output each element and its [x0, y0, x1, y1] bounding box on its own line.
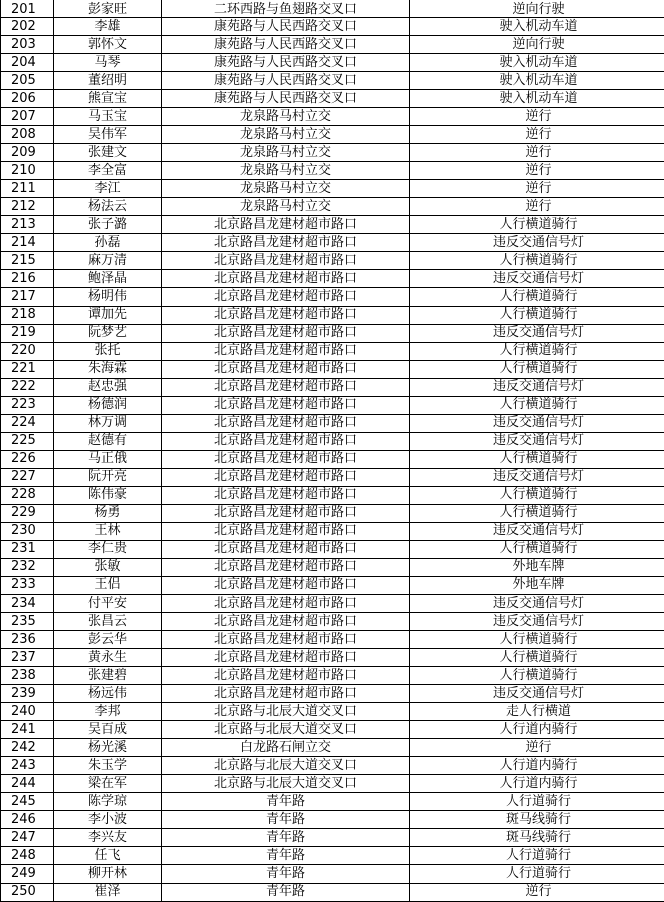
location-cell: 北京路昌龙建材超市路口 [162, 414, 410, 432]
table-row [1, 126, 664, 144]
table-row [1, 54, 664, 72]
person-name-cell: 鲍泽晶 [54, 270, 162, 288]
location-cell: 北京路昌龙建材超市路口 [162, 667, 410, 685]
row-number-cell: 246 [1, 811, 54, 829]
table-row [1, 865, 664, 883]
row-number-cell: 244 [1, 775, 54, 793]
location-cell: 北京路昌龙建材超市路口 [162, 540, 410, 558]
violation-cell: 人行横道骑行 [410, 360, 664, 378]
person-name-cell: 阮梦艺 [54, 324, 162, 342]
location-cell: 龙泉路马村立交 [162, 162, 410, 180]
person-name-cell: 孙磊 [54, 234, 162, 252]
row-number-cell: 243 [1, 757, 54, 775]
violation-cell: 违反交通信号灯 [410, 414, 664, 432]
person-name-cell: 麻万清 [54, 252, 162, 270]
row-number-cell: 229 [1, 504, 54, 522]
person-name-cell: 王林 [54, 522, 162, 540]
table-row [1, 288, 664, 306]
table-row [1, 793, 664, 811]
location-cell: 康苑路与人民西路交叉口 [162, 72, 410, 90]
table-row [1, 90, 664, 108]
row-number-cell: 236 [1, 631, 54, 649]
violation-cell: 人行道骑行 [410, 865, 664, 883]
location-cell: 北京路昌龙建材超市路口 [162, 432, 410, 450]
location-cell: 北京路昌龙建材超市路口 [162, 631, 410, 649]
row-number-cell: 242 [1, 739, 54, 757]
location-cell: 北京路昌龙建材超市路口 [162, 558, 410, 576]
table-row [1, 486, 664, 504]
row-number-cell: 212 [1, 198, 54, 216]
violation-cell: 人行横道骑行 [410, 396, 664, 414]
row-number-cell: 214 [1, 234, 54, 252]
row-number-cell: 247 [1, 829, 54, 847]
person-name-cell: 杨光溪 [54, 739, 162, 757]
table-row [1, 216, 664, 234]
location-cell: 北京路昌龙建材超市路口 [162, 613, 410, 631]
person-name-cell: 崔泽 [54, 883, 162, 902]
violation-cell: 走人行横道 [410, 703, 664, 721]
violation-cell: 驶入机动车道 [410, 54, 664, 72]
row-number-cell: 216 [1, 270, 54, 288]
violation-cell: 逆向行驶 [410, 36, 664, 54]
row-number-cell: 208 [1, 126, 54, 144]
violation-cell: 人行横道骑行 [410, 450, 664, 468]
violation-cell: 人行道内骑行 [410, 721, 664, 739]
person-name-cell: 赵忠强 [54, 378, 162, 396]
person-name-cell: 林万调 [54, 414, 162, 432]
row-number-cell: 215 [1, 252, 54, 270]
row-number-cell: 206 [1, 90, 54, 108]
violation-cell: 人行横道骑行 [410, 504, 664, 522]
table-row [1, 234, 664, 252]
row-number-cell: 210 [1, 162, 54, 180]
location-cell: 龙泉路马村立交 [162, 144, 410, 162]
violation-cell: 违反交通信号灯 [410, 432, 664, 450]
table-row [1, 306, 664, 324]
violation-cell: 斑马线骑行 [410, 829, 664, 847]
row-number-cell: 237 [1, 649, 54, 667]
table-row [1, 685, 664, 703]
table-row [1, 72, 664, 90]
person-name-cell: 熊宣宝 [54, 90, 162, 108]
violation-cell: 逆行 [410, 198, 664, 216]
table-row [1, 252, 664, 270]
table-row [1, 270, 664, 288]
table-row [1, 414, 664, 432]
person-name-cell: 李仁贵 [54, 540, 162, 558]
table-row [1, 703, 664, 721]
row-number-cell: 227 [1, 468, 54, 486]
location-cell: 北京路昌龙建材超市路口 [162, 252, 410, 270]
location-cell: 二环西路与鱼翅路交叉口 [162, 0, 410, 18]
row-number-cell: 211 [1, 180, 54, 198]
location-cell: 青年路 [162, 883, 410, 902]
person-name-cell: 李江 [54, 180, 162, 198]
location-cell: 北京路与北辰大道交叉口 [162, 775, 410, 793]
location-cell: 北京路昌龙建材超市路口 [162, 468, 410, 486]
location-cell: 北京路昌龙建材超市路口 [162, 360, 410, 378]
violation-cell: 人行道骑行 [410, 793, 664, 811]
table-row [1, 468, 664, 486]
violation-cell: 违反交通信号灯 [410, 270, 664, 288]
violation-cell: 人行横道骑行 [410, 486, 664, 504]
location-cell: 北京路昌龙建材超市路口 [162, 450, 410, 468]
table-row [1, 649, 664, 667]
location-cell: 北京路昌龙建材超市路口 [162, 234, 410, 252]
person-name-cell: 王侣 [54, 576, 162, 594]
row-number-cell: 228 [1, 486, 54, 504]
person-name-cell: 马琴 [54, 54, 162, 72]
violation-cell: 逆行 [410, 126, 664, 144]
location-cell: 北京路与北辰大道交叉口 [162, 757, 410, 775]
table-row [1, 378, 664, 396]
table-row [1, 108, 664, 126]
violation-cell: 斑马线骑行 [410, 811, 664, 829]
violation-cell: 人行横道骑行 [410, 649, 664, 667]
violation-cell: 违反交通信号灯 [410, 234, 664, 252]
person-name-cell: 付平安 [54, 595, 162, 613]
row-number-cell: 219 [1, 324, 54, 342]
person-name-cell: 张托 [54, 342, 162, 360]
table-row [1, 883, 664, 902]
person-name-cell: 郭怀文 [54, 36, 162, 54]
row-number-cell: 234 [1, 595, 54, 613]
violation-cell: 违反交通信号灯 [410, 613, 664, 631]
table-row [1, 324, 664, 342]
location-cell: 北京路昌龙建材超市路口 [162, 522, 410, 540]
location-cell: 北京路昌龙建材超市路口 [162, 504, 410, 522]
row-number-cell: 245 [1, 793, 54, 811]
violation-cell: 逆行 [410, 180, 664, 198]
person-name-cell: 柳开林 [54, 865, 162, 883]
violation-cell: 外地车牌 [410, 576, 664, 594]
table-row [1, 558, 664, 576]
person-name-cell: 黄永生 [54, 649, 162, 667]
location-cell: 北京路昌龙建材超市路口 [162, 486, 410, 504]
location-cell: 青年路 [162, 811, 410, 829]
table-row [1, 342, 664, 360]
row-number-cell: 240 [1, 703, 54, 721]
violation-cell: 逆行 [410, 883, 664, 902]
person-name-cell: 杨明伟 [54, 288, 162, 306]
person-name-cell: 彭家旺 [54, 0, 162, 18]
person-name-cell: 李雄 [54, 18, 162, 36]
row-number-cell: 225 [1, 432, 54, 450]
violation-cell: 驶入机动车道 [410, 72, 664, 90]
table-row [1, 775, 664, 793]
row-number-cell: 217 [1, 288, 54, 306]
person-name-cell: 杨德润 [54, 396, 162, 414]
table-row [1, 18, 664, 36]
person-name-cell: 谭加先 [54, 306, 162, 324]
row-number-cell: 249 [1, 865, 54, 883]
location-cell: 北京路昌龙建材超市路口 [162, 216, 410, 234]
person-name-cell: 杨勇 [54, 504, 162, 522]
location-cell: 康苑路与人民西路交叉口 [162, 54, 410, 72]
violation-cell: 违反交通信号灯 [410, 468, 664, 486]
person-name-cell: 任飞 [54, 847, 162, 865]
row-number-cell: 235 [1, 613, 54, 631]
person-name-cell: 杨远伟 [54, 685, 162, 703]
table-row [1, 450, 664, 468]
person-name-cell: 阮开亮 [54, 468, 162, 486]
violation-cell: 人行横道骑行 [410, 216, 664, 234]
row-number-cell: 230 [1, 522, 54, 540]
table-row [1, 757, 664, 775]
row-number-cell: 250 [1, 883, 54, 902]
person-name-cell: 张建文 [54, 144, 162, 162]
person-name-cell: 梁在军 [54, 775, 162, 793]
location-cell: 青年路 [162, 829, 410, 847]
location-cell: 龙泉路马村立交 [162, 198, 410, 216]
table-row [1, 829, 664, 847]
person-name-cell: 吴百成 [54, 721, 162, 739]
violation-cell: 外地车牌 [410, 558, 664, 576]
row-number-cell: 223 [1, 396, 54, 414]
row-number-cell: 201 [1, 0, 54, 18]
location-cell: 北京路昌龙建材超市路口 [162, 576, 410, 594]
row-number-cell: 233 [1, 576, 54, 594]
row-number-cell: 209 [1, 144, 54, 162]
table-row [1, 0, 664, 18]
location-cell: 龙泉路马村立交 [162, 108, 410, 126]
violation-cell: 人行道内骑行 [410, 775, 664, 793]
violation-cell: 人行横道骑行 [410, 342, 664, 360]
row-number-cell: 224 [1, 414, 54, 432]
row-number-cell: 232 [1, 558, 54, 576]
location-cell: 北京路昌龙建材超市路口 [162, 649, 410, 667]
person-name-cell: 陈伟豪 [54, 486, 162, 504]
person-name-cell: 李兴友 [54, 829, 162, 847]
location-cell: 北京路昌龙建材超市路口 [162, 378, 410, 396]
location-cell: 北京路昌龙建材超市路口 [162, 342, 410, 360]
row-number-cell: 231 [1, 540, 54, 558]
location-cell: 白龙路石闸立交 [162, 739, 410, 757]
violation-cell: 人行道内骑行 [410, 757, 664, 775]
person-name-cell: 朱海霖 [54, 360, 162, 378]
location-cell: 北京路与北辰大道交叉口 [162, 703, 410, 721]
table-row [1, 162, 664, 180]
location-cell: 北京路与北辰大道交叉口 [162, 721, 410, 739]
violation-cell: 违反交通信号灯 [410, 522, 664, 540]
row-number-cell: 220 [1, 342, 54, 360]
location-cell: 青年路 [162, 793, 410, 811]
location-cell: 康苑路与人民西路交叉口 [162, 18, 410, 36]
table-row [1, 432, 664, 450]
violation-cell: 违反交通信号灯 [410, 595, 664, 613]
violation-cell: 违反交通信号灯 [410, 378, 664, 396]
violation-table-body [1, 0, 664, 902]
violation-cell: 逆行 [410, 144, 664, 162]
row-number-cell: 204 [1, 54, 54, 72]
table-row [1, 36, 664, 54]
table-row [1, 144, 664, 162]
location-cell: 康苑路与人民西路交叉口 [162, 90, 410, 108]
table-row [1, 198, 664, 216]
violation-cell: 逆行 [410, 108, 664, 126]
person-name-cell: 张敏 [54, 558, 162, 576]
row-number-cell: 239 [1, 685, 54, 703]
row-number-cell: 207 [1, 108, 54, 126]
violation-cell: 违反交通信号灯 [410, 685, 664, 703]
row-number-cell: 218 [1, 306, 54, 324]
table-row [1, 739, 664, 757]
row-number-cell: 213 [1, 216, 54, 234]
violation-cell: 人行横道骑行 [410, 667, 664, 685]
person-name-cell: 李邦 [54, 703, 162, 721]
location-cell: 北京路昌龙建材超市路口 [162, 685, 410, 703]
table-row [1, 667, 664, 685]
table-row [1, 540, 664, 558]
person-name-cell: 陈学琼 [54, 793, 162, 811]
person-name-cell: 杨法云 [54, 198, 162, 216]
location-cell: 北京路昌龙建材超市路口 [162, 270, 410, 288]
table-row [1, 576, 664, 594]
table-row [1, 504, 664, 522]
row-number-cell: 205 [1, 72, 54, 90]
violation-cell: 人行横道骑行 [410, 306, 664, 324]
violation-cell: 驶入机动车道 [410, 90, 664, 108]
table-row [1, 721, 664, 739]
person-name-cell: 李全富 [54, 162, 162, 180]
person-name-cell: 张建碧 [54, 667, 162, 685]
row-number-cell: 238 [1, 667, 54, 685]
person-name-cell: 李小波 [54, 811, 162, 829]
table-row [1, 631, 664, 649]
person-name-cell: 张昌云 [54, 613, 162, 631]
person-name-cell: 朱玉学 [54, 757, 162, 775]
location-cell: 青年路 [162, 865, 410, 883]
violation-cell: 人行横道骑行 [410, 288, 664, 306]
table-row [1, 522, 664, 540]
person-name-cell: 张子潞 [54, 216, 162, 234]
violation-cell: 人行横道骑行 [410, 631, 664, 649]
location-cell: 北京路昌龙建材超市路口 [162, 288, 410, 306]
violation-cell: 人行道骑行 [410, 847, 664, 865]
violation-cell: 逆行 [410, 162, 664, 180]
table-row [1, 360, 664, 378]
person-name-cell: 赵德有 [54, 432, 162, 450]
person-name-cell: 马玉宝 [54, 108, 162, 126]
violation-cell: 违反交通信号灯 [410, 324, 664, 342]
table-row [1, 847, 664, 865]
person-name-cell: 董绍明 [54, 72, 162, 90]
location-cell: 北京路昌龙建材超市路口 [162, 396, 410, 414]
table-row [1, 595, 664, 613]
location-cell: 北京路昌龙建材超市路口 [162, 595, 410, 613]
row-number-cell: 222 [1, 378, 54, 396]
table-row [1, 396, 664, 414]
person-name-cell: 吴伟军 [54, 126, 162, 144]
row-number-cell: 248 [1, 847, 54, 865]
location-cell: 龙泉路马村立交 [162, 126, 410, 144]
person-name-cell: 马正俄 [54, 450, 162, 468]
row-number-cell: 202 [1, 18, 54, 36]
location-cell: 北京路昌龙建材超市路口 [162, 324, 410, 342]
location-cell: 北京路昌龙建材超市路口 [162, 306, 410, 324]
table-row [1, 613, 664, 631]
violation-cell: 逆向行驶 [410, 0, 664, 18]
violation-cell: 人行横道骑行 [410, 540, 664, 558]
location-cell: 康苑路与人民西路交叉口 [162, 36, 410, 54]
violation-cell: 人行横道骑行 [410, 252, 664, 270]
location-cell: 青年路 [162, 847, 410, 865]
row-number-cell: 221 [1, 360, 54, 378]
person-name-cell: 彭云华 [54, 631, 162, 649]
table-row [1, 180, 664, 198]
row-number-cell: 241 [1, 721, 54, 739]
violation-cell: 驶入机动车道 [410, 18, 664, 36]
row-number-cell: 203 [1, 36, 54, 54]
row-number-cell: 226 [1, 450, 54, 468]
table-row [1, 811, 664, 829]
location-cell: 龙泉路马村立交 [162, 180, 410, 198]
violation-cell: 逆行 [410, 739, 664, 757]
